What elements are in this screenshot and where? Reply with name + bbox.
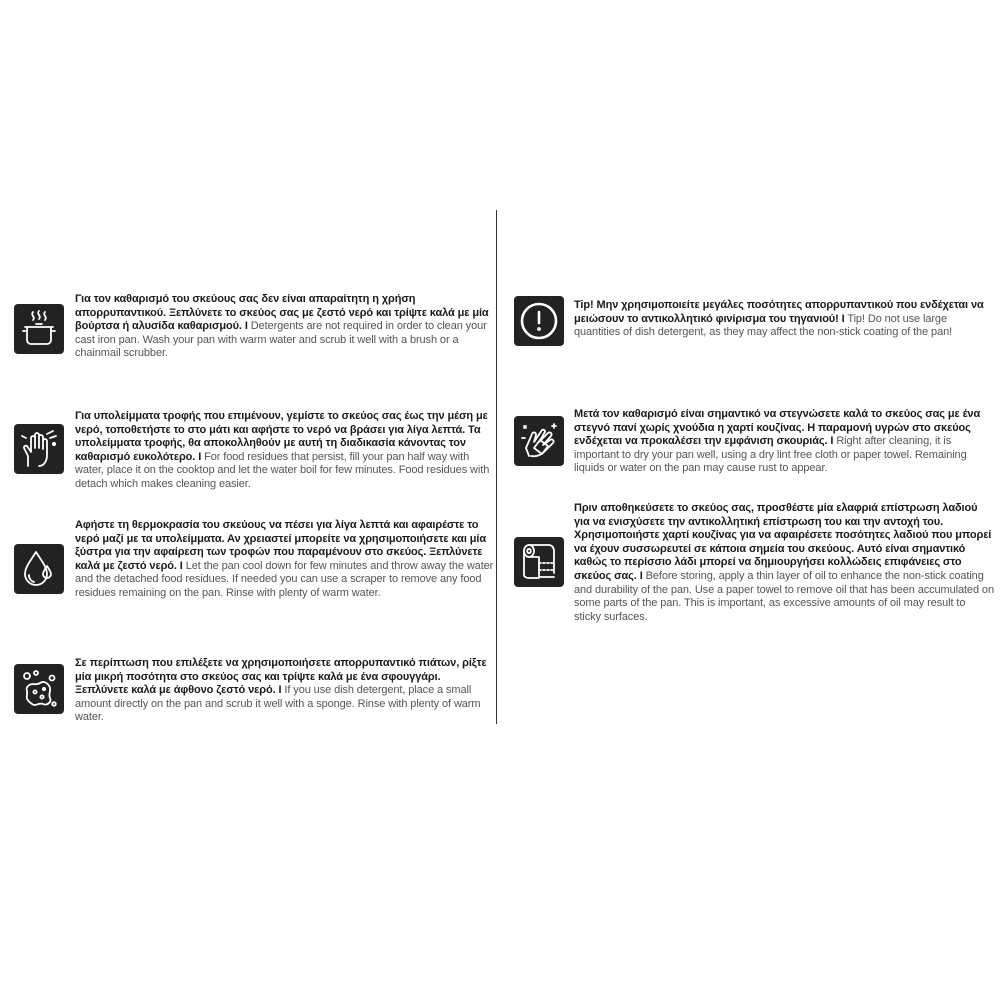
english-text: Right after cleaning, it is important to dry your pan well, using a dry lint free cloth or paper towel. Remaining liquids or water on the pan may cause rust to appear. xyxy=(574,435,967,475)
english-text: For food residues that persist, fill your pan half way with water, place it on the cooktop and let the water boil for few minutes. Food residues with detach which makes cleaning easier. xyxy=(75,450,490,490)
greek-text: Για τον καθαρισμό του σκεύους σας δεν είναι απαραίτητη η χρήση απορρυπαντικού. Ξεπλύνετε το σκεύος σας με ζεστό νερό και τρίψτε καλά με μία βούρτσα ή αλυσίδα καθαρισμού. I xyxy=(75,293,489,333)
greek-text: Για υπολείμματα τροφής που επιμένουν, γεμίστε το σκεύος σας έως την μέση με νερό, τοποθετήστε το στο μάτι και αφήστε το νερό να βράσει για λίγα λεπτά. Τα υπολείμματα τροφής, θα αποκολληθούν με αυτή τη διαδικασία κάνοντας τον καθαρισμό ευκολότερο. I xyxy=(75,410,488,463)
english-text: Tip! Do not use large quantities of dish detergent, as they may affect the non-stick coating of the pan! xyxy=(574,312,953,339)
column-divider xyxy=(496,210,497,724)
sponge-bubbles-icon xyxy=(14,664,64,714)
water-drops-icon xyxy=(14,544,64,594)
greek-text: Πριν αποθηκεύσετε το σκεύος σας, προσθέστε μία ελαφριά επίστρωση λαδιού για να ενισχύσετε την αντικολλητική επίστρωση του και την αντοχή του. Χρησιμοποιήστε χαρτί κουζίνας για να αφαιρέσετε ποσότητες λαδιού που μπορεί να έχουν συσσωρευτεί σε κάποια σημεία του σκεύους. Αυτό είναι σημαντικό καθώς το περίσσιο λάδι μπορεί να δημιουργήσει κολλώδεις επιφάνειες στο σκεύος σας. I xyxy=(574,502,992,582)
hand-cloth-dry-icon xyxy=(514,416,564,466)
instruction-text xyxy=(75,519,495,601)
exclamation-circle-icon xyxy=(514,296,564,346)
paper-towel-roll-icon xyxy=(514,537,564,587)
cooking-pot-steam-icon xyxy=(14,304,64,354)
english-text: Detergents are not required in order to clean your cast iron pan. Wash your pan with warm water and scrub it well with a brush or a chainmail scrubber. xyxy=(75,320,487,360)
greek-text: Tip! Μην χρησιμοποιείτε μεγάλες ποσότητες απορρυπαντικού που ενδέχεται να μειώσουν το αντικολλητικό φινίρισμα του τηγανιού! I xyxy=(574,299,984,325)
instruction-text xyxy=(574,408,994,476)
instruction-text xyxy=(75,410,495,492)
english-text: Let the pan cool down for few minutes and throw away the water and the detached food residues. If needed you can use a scraper to remove any food residues remaining on the pan. Rinse with plenty of warm water. xyxy=(75,559,494,599)
hand-wash-icon xyxy=(14,424,64,474)
greek-text: Σε περίπτωση που επιλέξετε να χρησιμοποιήσετε απορρυπαντικό πιάτων, ρίξτε μία μικρή ποσότητα στο σκεύος σας και τρίψτε καλά με ένα σφουγγάρι. Ξεπλύνετε καλά με άφθονο ζεστό νερό. I xyxy=(75,657,487,697)
instruction-text xyxy=(574,299,994,340)
instruction-text xyxy=(75,657,495,725)
instruction-text xyxy=(574,502,994,624)
instruction-text xyxy=(75,293,493,361)
english-text: Before storing, apply a thin layer of oil to enhance the non-stick coating and durability of the pan. Use a paper towel to remove oil that has been accumulated on some parts of the pan. This is important, as excessive amounts of oil may result to sticky surfaces. xyxy=(574,569,994,623)
english-text: If you use dish detergent, place a small amount directly on the pan and scrub it well with a sponge. Rinse with plenty of warm water. xyxy=(75,684,481,724)
greek-text: Μετά τον καθαρισμό είναι σημαντικό να στεγνώσετε καλά το σκεύος σας με ένα στεγνό πανί χωρίς χνούδια η χαρτί κουζίνας. Η παραμονή υγρών στο σκεύος ενδέχεται να προκαλέσει την εμφάνιση σκουριάς. I xyxy=(574,408,981,448)
greek-text: Αφήστε τη θερμοκρασία του σκεύους να πέσει για λίγα λεπτά και αφαιρέστε το νερό μαζί με τα υπολείμματα. Αν χρειαστεί μπορείτε να χρησιμοποιήσετε και μία ξύστρα για την αφαίρεση των τροφών που παραμένουν στο σκεύος. Ξεπλύνετε καλά με ζεστό νερό. I xyxy=(75,519,486,572)
